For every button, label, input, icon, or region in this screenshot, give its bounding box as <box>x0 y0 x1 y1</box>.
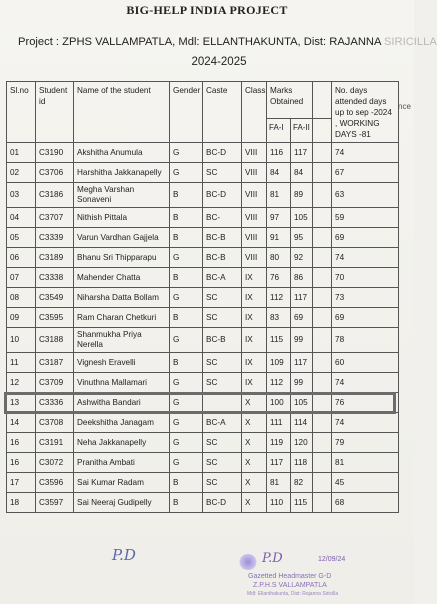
cell-caste: BC-D <box>203 183 242 208</box>
cell-fa1: 111 <box>267 413 291 433</box>
cell-id: C3549 <box>36 288 74 308</box>
cell-fa1: 97 <box>267 208 291 228</box>
cell-class: VIII <box>242 208 267 228</box>
cell-days: 60 <box>332 353 399 373</box>
cell-slno: 09 <box>7 308 36 328</box>
cell-fa2: 99 <box>291 373 313 393</box>
cell-name: Bhanu Sri Thipparapu <box>74 248 170 268</box>
cell-caste: SC <box>203 453 242 473</box>
table-row <box>7 208 399 228</box>
cell-slno: 11 <box>7 353 36 373</box>
cell-id: C3191 <box>36 433 74 453</box>
cell-days: 74 <box>332 413 399 433</box>
table-row <box>7 493 399 513</box>
cell-fa2: 120 <box>291 433 313 453</box>
cell-slno: 12 <box>7 373 36 393</box>
header-marks: Marks Obtained <box>267 82 313 119</box>
cell-class: X <box>242 433 267 453</box>
cell-caste: BC-B <box>203 248 242 268</box>
header-fa2: FA-II <box>291 119 313 143</box>
cell-name: Vignesh Eravelli <box>74 353 170 373</box>
cell-blank <box>313 268 332 288</box>
cell-slno: 07 <box>7 268 36 288</box>
cell-gender: B <box>170 268 203 288</box>
cell-caste: BC-A <box>203 413 242 433</box>
cell-name: Deekshitha Janagam <box>74 413 170 433</box>
header-fa1: FA-I <box>267 119 291 143</box>
cell-fa2: 92 <box>291 248 313 268</box>
cell-slno: 17 <box>7 473 36 493</box>
cell-blank <box>313 373 332 393</box>
project-line <box>18 36 437 48</box>
cell-fa2: 105 <box>291 393 313 413</box>
cell-name: Niharsha Datta Bollam <box>74 288 170 308</box>
cell-blank <box>313 308 332 328</box>
cell-blank <box>313 248 332 268</box>
cell-caste: SC <box>203 433 242 453</box>
cell-fa2: 115 <box>291 493 313 513</box>
cell-id: C3338 <box>36 268 74 288</box>
cell-days: 59 <box>332 208 399 228</box>
cell-fa2: 105 <box>291 208 313 228</box>
cell-id: C3072 <box>36 453 74 473</box>
cell-blank <box>313 473 332 493</box>
cell-id: C3336 <box>36 393 74 413</box>
cell-id: C3186 <box>36 183 74 208</box>
cell-id: C3596 <box>36 473 74 493</box>
cell-blank <box>313 453 332 473</box>
table-row <box>7 228 399 248</box>
table-row <box>7 373 399 393</box>
cell-slno: 16 <box>7 433 36 453</box>
cell-days: 69 <box>332 228 399 248</box>
cell-days: 81 <box>332 453 399 473</box>
cell-fa2: 117 <box>291 353 313 373</box>
row-highlight-box <box>4 392 396 414</box>
cell-fa2: 117 <box>291 288 313 308</box>
cell-slno: 03 <box>7 183 36 208</box>
table-header-row <box>7 82 399 119</box>
cell-slno: 06 <box>7 248 36 268</box>
cell-fa2: 84 <box>291 163 313 183</box>
clipped-header-text: nce <box>398 102 411 111</box>
cell-fa1: 116 <box>267 143 291 163</box>
table-body <box>7 143 399 513</box>
cell-blank <box>313 413 332 433</box>
cell-id: C3339 <box>36 228 74 248</box>
cell-fa1: 81 <box>267 473 291 493</box>
cell-blank <box>313 288 332 308</box>
cell-id: C3190 <box>36 143 74 163</box>
cell-name: Nithish Pittala <box>74 208 170 228</box>
cell-caste: BC-B <box>203 328 242 353</box>
cell-class: VIII <box>242 183 267 208</box>
header-student-id: Student id <box>36 82 74 143</box>
cell-class: IX <box>242 353 267 373</box>
cell-gender: G <box>170 453 203 473</box>
cell-class: X <box>242 413 267 433</box>
cell-caste: SC <box>203 163 242 183</box>
cell-class: X <box>242 393 267 413</box>
cell-blank <box>313 163 332 183</box>
cell-fa2: 99 <box>291 328 313 353</box>
cell-id: C3188 <box>36 328 74 353</box>
cell-fa1: 76 <box>267 268 291 288</box>
cell-blank <box>313 328 332 353</box>
cell-gender: G <box>170 248 203 268</box>
cell-fa1: 112 <box>267 373 291 393</box>
cell-fa1: 109 <box>267 353 291 373</box>
cell-blank <box>313 493 332 513</box>
cell-name: Megha Varshan Sonaveni <box>74 183 170 208</box>
cell-class: IX <box>242 328 267 353</box>
cell-days: 78 <box>332 328 399 353</box>
table-row <box>7 353 399 373</box>
cell-slno: 18 <box>7 493 36 513</box>
cell-name: Akshitha Anumula <box>74 143 170 163</box>
cell-caste: BC-A <box>203 268 242 288</box>
cell-class: IX <box>242 268 267 288</box>
cell-name: Neha Jakkanapelly <box>74 433 170 453</box>
cell-class: X <box>242 453 267 473</box>
cell-blank <box>313 143 332 163</box>
cell-days: 67 <box>332 163 399 183</box>
student-table <box>6 81 399 513</box>
cell-id: C3707 <box>36 208 74 228</box>
cell-class: IX <box>242 308 267 328</box>
project-text: Project : ZPHS VALLAMPATLA, Mdl: ELLANTHAKUNTA, Dist: RAJANNA <box>18 36 381 48</box>
cell-days: 76 <box>332 393 399 413</box>
cell-gender: B <box>170 308 203 328</box>
cell-days: 68 <box>332 493 399 513</box>
cell-caste: BC-D <box>203 143 242 163</box>
cell-fa2: 114 <box>291 413 313 433</box>
cell-slno: 13 <box>7 393 36 413</box>
cell-class: VIII <box>242 248 267 268</box>
cell-fa1: 115 <box>267 328 291 353</box>
cell-slno: 10 <box>7 328 36 353</box>
header-blank <box>313 82 332 119</box>
cell-name: Mahender Chatta <box>74 268 170 288</box>
header-blank-2 <box>313 119 332 143</box>
cell-days: 79 <box>332 433 399 453</box>
document-title: BIG-HELP INDIA PROJECT <box>126 3 288 17</box>
cell-blank <box>313 353 332 373</box>
stamp-line-1: Gazetted Headmaster G-D <box>248 573 332 580</box>
cell-days: 45 <box>332 473 399 493</box>
header-gender: Gender <box>170 82 203 143</box>
cell-id: C3189 <box>36 248 74 268</box>
cell-fa1: 83 <box>267 308 291 328</box>
cell-fa1: 91 <box>267 228 291 248</box>
cell-blank <box>313 433 332 453</box>
table-row <box>7 308 399 328</box>
cell-class: VIII <box>242 163 267 183</box>
cell-name: Harshitha Jakkanapelly <box>74 163 170 183</box>
cell-fa2: 95 <box>291 228 313 248</box>
cell-caste: SC <box>203 288 242 308</box>
cell-gender: B <box>170 353 203 373</box>
cell-gender: G <box>170 393 203 413</box>
cell-fa2: 118 <box>291 453 313 473</box>
cell-days: 74 <box>332 373 399 393</box>
academic-year: 2024-2025 <box>191 56 247 68</box>
header-name: Name of the student <box>74 82 170 143</box>
stamp-date: 12/09/24 <box>318 556 346 563</box>
cell-name: Ram Charan Chetkuri <box>74 308 170 328</box>
stamp-line-2: Z.P.H.S VALLAMPATLA <box>253 582 327 589</box>
cell-slno: 08 <box>7 288 36 308</box>
cell-fa2: 86 <box>291 268 313 288</box>
cell-gender: G <box>170 413 203 433</box>
cell-slno: 14 <box>7 413 36 433</box>
table-row <box>7 268 399 288</box>
cell-caste: SC <box>203 473 242 493</box>
cell-caste: SC <box>203 353 242 373</box>
cell-fa1: 110 <box>267 493 291 513</box>
cell-days: 74 <box>332 248 399 268</box>
cell-days: 73 <box>332 288 399 308</box>
cell-blank <box>313 183 332 208</box>
cell-gender: G <box>170 143 203 163</box>
school-logo-icon <box>238 554 258 570</box>
cell-fa1: 81 <box>267 183 291 208</box>
cell-gender: G <box>170 163 203 183</box>
cell-fa1: 112 <box>267 288 291 308</box>
cell-gender: B <box>170 493 203 513</box>
cell-name: Pranitha Ambati <box>74 453 170 473</box>
cell-class: VIII <box>242 143 267 163</box>
table-row <box>7 183 399 208</box>
cell-caste: SC <box>203 308 242 328</box>
cell-days: 69 <box>332 308 399 328</box>
cell-id: C3706 <box>36 163 74 183</box>
cell-slno: 16 <box>7 453 36 473</box>
table-row <box>7 163 399 183</box>
cell-class: VIII <box>242 228 267 248</box>
cell-class: X <box>242 493 267 513</box>
cell-fa2: 82 <box>291 473 313 493</box>
cell-name: Vinuthna Mallamari <box>74 373 170 393</box>
cell-slno: 02 <box>7 163 36 183</box>
cell-days: 63 <box>332 183 399 208</box>
cell-gender: G <box>170 433 203 453</box>
cell-slno: 01 <box>7 143 36 163</box>
header-slno: Sl.no <box>7 82 36 143</box>
cell-slno: 04 <box>7 208 36 228</box>
cell-id: C3709 <box>36 373 74 393</box>
table-row <box>7 453 399 473</box>
cell-fa1: 84 <box>267 163 291 183</box>
table-row <box>7 328 399 353</box>
cell-name: Sai Neeraj Gudipelly <box>74 493 170 513</box>
cell-name: Ashwitha Bandari <box>74 393 170 413</box>
cell-caste: SC <box>203 373 242 393</box>
cell-class: X <box>242 473 267 493</box>
table-row <box>7 413 399 433</box>
cell-gender: B <box>170 228 203 248</box>
cell-class: IX <box>242 373 267 393</box>
cell-gender: B <box>170 208 203 228</box>
table-row <box>7 288 399 308</box>
cell-caste: BC-D <box>203 493 242 513</box>
cell-blank <box>313 208 332 228</box>
header-caste: Caste <box>203 82 242 143</box>
cell-gender: G <box>170 328 203 353</box>
cell-fa2: 69 <box>291 308 313 328</box>
cell-slno: 05 <box>7 228 36 248</box>
left-signature: P.D <box>112 546 136 564</box>
cell-days: 70 <box>332 268 399 288</box>
table-row <box>7 473 399 493</box>
cell-fa1: 117 <box>267 453 291 473</box>
cell-days: 74 <box>332 143 399 163</box>
table-row <box>7 433 399 453</box>
project-text-faded: SIRICILLA <box>383 36 437 48</box>
headmaster-signature: P.D <box>262 551 283 566</box>
cell-caste: BC-B <box>203 228 242 248</box>
cell-fa1: 80 <box>267 248 291 268</box>
cell-id: C3708 <box>36 413 74 433</box>
cell-name: Sai Kumar Radam <box>74 473 170 493</box>
table-row <box>7 248 399 268</box>
table-row <box>7 143 399 163</box>
cell-fa2: 89 <box>291 183 313 208</box>
cell-id: C3595 <box>36 308 74 328</box>
header-days: No. days attended days up to sep -2024 , WORKING DAYS -81 <box>332 82 399 143</box>
cell-caste: BC- <box>203 208 242 228</box>
cell-fa2: 117 <box>291 143 313 163</box>
cell-gender: B <box>170 183 203 208</box>
header-class: Class <box>242 82 267 143</box>
cell-fa1: 100 <box>267 393 291 413</box>
cell-blank <box>313 228 332 248</box>
cell-fa1: 119 <box>267 433 291 453</box>
stamp-line-3: Mdl: Ellanthakunta, Dist: Rajanna Siricilla <box>247 591 339 597</box>
cell-id: C3187 <box>36 353 74 373</box>
cell-class: IX <box>242 288 267 308</box>
cell-name: Varun Vardhan Gajjela <box>74 228 170 248</box>
cell-name: Shanmukha Priya Nerella <box>74 328 170 353</box>
cell-gender: B <box>170 473 203 493</box>
cell-id: C3597 <box>36 493 74 513</box>
cell-gender: G <box>170 288 203 308</box>
cell-gender: G <box>170 373 203 393</box>
